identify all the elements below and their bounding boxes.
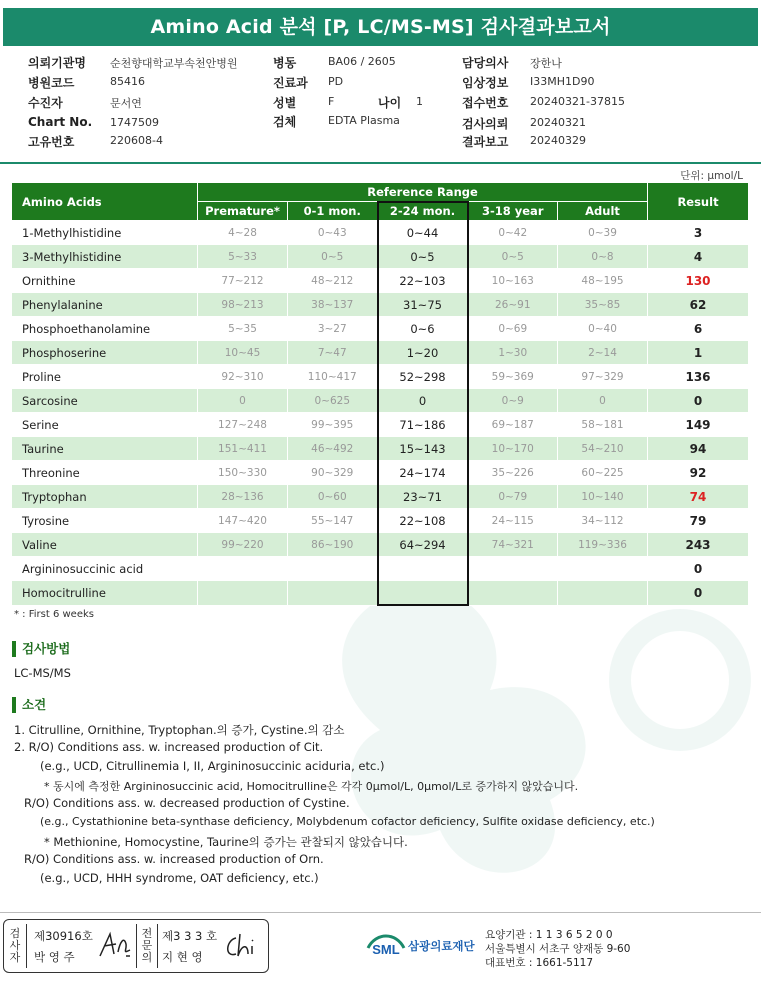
result-cell: 136: [648, 365, 749, 389]
reference-range-cell: 48~195: [558, 269, 648, 293]
method-body: LC-MS/MS: [14, 666, 71, 680]
reference-range-cell: 86~190: [288, 533, 378, 557]
reference-range-cell: 10~163: [468, 269, 558, 293]
amino-acid-name: Serine: [12, 413, 198, 437]
amino-acid-name: Tryptophan: [12, 485, 198, 509]
reference-range-cell: 74~321: [468, 533, 558, 557]
reference-range-cell: 0~625: [288, 389, 378, 413]
table-row: [12, 437, 749, 461]
reference-range-cell: 48~212: [288, 269, 378, 293]
label-department: 진료과: [273, 76, 308, 90]
result-cell: 0: [648, 389, 749, 413]
reference-range-cell: 5~33: [198, 245, 288, 269]
reference-range-cell: 0~44: [378, 221, 468, 245]
reference-range-cell: 98~213: [198, 293, 288, 317]
table-row: [12, 293, 749, 317]
reference-range-cell: 77~212: [198, 269, 288, 293]
reference-range-cell: [198, 581, 288, 606]
table-row: [12, 317, 749, 341]
reference-range-cell: 0~60: [288, 485, 378, 509]
reference-range-cell: 92~310: [198, 365, 288, 389]
amino-acid-name: 3-Methylhistidine: [12, 245, 198, 269]
info-divider: [0, 162, 761, 164]
title-bar: [0, 0, 761, 48]
report-title: Amino Acid 분석 [P, LC/MS-MS] 검사결과보고서: [150, 16, 611, 38]
result-cell: 79: [648, 509, 749, 533]
reference-range-cell: 10~170: [468, 437, 558, 461]
table-row: [12, 509, 749, 533]
result-cell: 0: [648, 581, 749, 606]
table-row: [12, 341, 749, 365]
reference-range-cell: 1~20: [378, 341, 468, 365]
label-sex: 성별: [273, 96, 297, 110]
amino-acid-table: [11, 182, 749, 606]
opinion-title: 소견: [12, 697, 46, 713]
result-cell: 92: [648, 461, 749, 485]
reference-range-cell: 7~47: [288, 341, 378, 365]
label-specimen: 검체: [273, 115, 297, 129]
reference-range-cell: 10~140: [558, 485, 648, 509]
reference-range-cell: [198, 557, 288, 581]
sml-logo: [366, 928, 475, 962]
amino-acid-name: Phosphoserine: [12, 341, 198, 365]
reference-range-cell: 24~115: [468, 509, 558, 533]
reference-range-cell: 59~369: [468, 365, 558, 389]
result-cell: 243: [648, 533, 749, 557]
method-title: 검사방법: [12, 641, 70, 657]
footer-divider: [0, 912, 761, 913]
table-footnote: * : First 6 weeks: [14, 609, 94, 620]
reference-range-cell: 4~28: [198, 221, 288, 245]
reference-range-cell: 64~294: [378, 533, 468, 557]
value-report-date: 20240329: [530, 134, 586, 147]
amino-acid-name: Sarcosine: [12, 389, 198, 413]
opinion-line: * Methionine, Homocystine, Taurine의 증가는 관찰되지 않았습니다.: [44, 835, 408, 849]
result-cell: 4: [648, 245, 749, 269]
value-age: 1: [416, 95, 423, 108]
header-amino-acids: Amino Acids: [12, 183, 198, 221]
label-patient: 수진자: [28, 96, 63, 110]
table-row: [12, 221, 749, 245]
result-cell: 0: [648, 557, 749, 581]
table-row: [12, 389, 749, 413]
signature-box: [3, 919, 269, 973]
sig-label-tester: 검 사 자: [9, 927, 21, 964]
header-3-18-year: 3-18 year: [468, 202, 558, 221]
reference-range-cell: 10~45: [198, 341, 288, 365]
reference-range-cell: [468, 581, 558, 606]
reference-range-cell: 110~417: [288, 365, 378, 389]
reference-range-cell: 0: [378, 389, 468, 413]
amino-acid-name: Homocitrulline: [12, 581, 198, 606]
label-chart-no: Chart No.: [28, 115, 93, 129]
opinion-line: R/O) Conditions ass. w. decreased production of Cystine.: [24, 796, 350, 810]
reference-range-cell: 0~40: [558, 317, 648, 341]
opinion-line: 2. R/O) Conditions ass. w. increased production of Cit.: [14, 740, 324, 754]
reference-range-cell: 99~220: [198, 533, 288, 557]
specialist-signature: [222, 930, 262, 962]
amino-acid-name: Phenylalanine: [12, 293, 198, 317]
label-request-date: 검사의뢰: [462, 117, 509, 131]
reference-range-cell: [378, 581, 468, 606]
table-row: [12, 581, 749, 606]
value-request-date: 20240321: [530, 116, 586, 129]
table-row: [12, 413, 749, 437]
org-code: 요양기관 : 1 1 3 6 5 2 0 0: [485, 929, 613, 941]
amino-acid-name: Valine: [12, 533, 198, 557]
tester-name: 박 영 주: [34, 950, 75, 964]
value-unique-no: 220608-4: [110, 134, 163, 147]
value-chart-no: 1747509: [110, 116, 159, 129]
amino-acid-name: 1-Methylhistidine: [12, 221, 198, 245]
sml-logo-mark: [366, 928, 406, 958]
label-clinical-info: 임상정보: [462, 76, 509, 90]
result-cell: 74: [648, 485, 749, 509]
value-doctor: 장한나: [530, 57, 562, 70]
label-hospital-code: 병원코드: [28, 76, 75, 90]
specialist-name: 지 현 영: [162, 950, 203, 964]
tester-signature: [96, 930, 134, 962]
reference-range-cell: 23~71: [378, 485, 468, 509]
reference-range-cell: 31~75: [378, 293, 468, 317]
opinion-line: 1. Citrulline, Ornithine, Tryptophan.의 증가, Cystine.의 감소: [14, 723, 345, 737]
header-result: Result: [648, 183, 749, 221]
reference-range-cell: [378, 557, 468, 581]
reference-range-cell: 0~42: [468, 221, 558, 245]
result-cell: 3: [648, 221, 749, 245]
table-row: [12, 365, 749, 389]
opinion-line: (e.g., UCD, HHH syndrome, OAT deficiency, etc.): [40, 871, 319, 885]
reference-range-cell: 58~181: [558, 413, 648, 437]
reference-range-cell: 99~395: [288, 413, 378, 437]
reference-range-cell: 0~5: [378, 245, 468, 269]
header-0-1-mon: 0-1 mon.: [288, 202, 378, 221]
value-clinical-info: I33MH1D90: [530, 75, 595, 88]
table-row: [12, 485, 749, 509]
reference-range-cell: 90~329: [288, 461, 378, 485]
reference-range-cell: 0~5: [288, 245, 378, 269]
table-row: [12, 533, 749, 557]
amino-acid-name: Tyrosine: [12, 509, 198, 533]
svg-text:SML: SML: [372, 942, 400, 957]
reference-range-cell: [558, 557, 648, 581]
table-row: [12, 245, 749, 269]
header-2-24-mon: 2-24 mon.: [378, 202, 468, 221]
amino-acid-name: Proline: [12, 365, 198, 389]
reference-range-cell: 119~336: [558, 533, 648, 557]
reference-range-cell: 2~14: [558, 341, 648, 365]
label-doctor: 담당의사: [462, 56, 509, 70]
amino-acid-name: Taurine: [12, 437, 198, 461]
value-hospital-code: 85416: [110, 75, 145, 88]
label-age: 나이: [378, 96, 402, 110]
reference-range-cell: 0: [198, 389, 288, 413]
reference-range-cell: 151~411: [198, 437, 288, 461]
sig-label-specialist: 전 문 의: [141, 927, 153, 964]
amino-acid-name: Threonine: [12, 461, 198, 485]
tester-license: 제30916호: [34, 929, 93, 943]
result-cell: 149: [648, 413, 749, 437]
unit-label: 단위: μmol/L: [680, 170, 743, 182]
reference-range-cell: 150~330: [198, 461, 288, 485]
table-row: [12, 557, 749, 581]
table-row: [12, 461, 749, 485]
reference-range-cell: [288, 581, 378, 606]
org-phone: 대표번호 : 1661-5117: [485, 957, 594, 969]
result-cell: 130: [648, 269, 749, 293]
value-specimen: EDTA Plasma: [328, 114, 400, 127]
reference-range-cell: 35~226: [468, 461, 558, 485]
reference-range-cell: 69~187: [468, 413, 558, 437]
header-adult: Adult: [558, 202, 648, 221]
reference-range-cell: 0~43: [288, 221, 378, 245]
reference-range-cell: 55~147: [288, 509, 378, 533]
opinion-line: (e.g., Cystathionine beta-synthase deficiency, Molybdenum cofactor deficiency, Sulfite oxidase deficiency, etc.): [40, 815, 655, 828]
value-patient: 문서연: [110, 97, 142, 110]
reference-range-cell: 0~5: [468, 245, 558, 269]
amino-acid-name: Ornithine: [12, 269, 198, 293]
reference-range-cell: 34~112: [558, 509, 648, 533]
reference-range-cell: 24~174: [378, 461, 468, 485]
org-info: [485, 928, 630, 970]
reference-range-cell: 127~248: [198, 413, 288, 437]
opinion-line: R/O) Conditions ass. w. increased production of Orn.: [24, 852, 324, 866]
label-ward: 병동: [273, 56, 297, 70]
org-name: 삼광의료재단: [408, 939, 475, 953]
value-institution: 순천향대학교부속천안병원: [110, 57, 238, 70]
header-premature: Premature*: [198, 202, 288, 221]
amino-acid-name: Phosphoethanolamine: [12, 317, 198, 341]
reference-range-cell: 3~27: [288, 317, 378, 341]
label-receipt-no: 접수번호: [462, 96, 509, 110]
reference-range-cell: 26~91: [468, 293, 558, 317]
org-address: 서울특별시 서초구 양재동 9-60: [485, 943, 631, 955]
reference-range-cell: 22~108: [378, 509, 468, 533]
reference-range-cell: [288, 557, 378, 581]
reference-range-cell: 0: [558, 389, 648, 413]
label-unique-no: 고유번호: [28, 135, 75, 149]
reference-range-cell: 60~225: [558, 461, 648, 485]
reference-range-cell: 15~143: [378, 437, 468, 461]
value-ward: BA06 / 2605: [328, 55, 396, 68]
result-cell: 1: [648, 341, 749, 365]
reference-range-cell: 0~8: [558, 245, 648, 269]
reference-range-cell: 0~39: [558, 221, 648, 245]
reference-range-cell: 1~30: [468, 341, 558, 365]
label-report-date: 결과보고: [462, 135, 509, 149]
result-cell: 94: [648, 437, 749, 461]
reference-range-cell: 54~210: [558, 437, 648, 461]
value-department: PD: [328, 75, 344, 88]
reference-range-cell: 147~420: [198, 509, 288, 533]
table-row: [12, 269, 749, 293]
specialist-license: 제3 3 3 호: [162, 929, 218, 943]
reference-range-cell: 46~492: [288, 437, 378, 461]
reference-range-cell: [468, 557, 558, 581]
reference-range-cell: 5~35: [198, 317, 288, 341]
result-cell: 6: [648, 317, 749, 341]
reference-range-cell: 0~9: [468, 389, 558, 413]
reference-range-cell: [558, 581, 648, 606]
reference-range-cell: 52~298: [378, 365, 468, 389]
reference-range-cell: 0~79: [468, 485, 558, 509]
value-sex: F: [328, 95, 335, 108]
reference-range-cell: 35~85: [558, 293, 648, 317]
label-institution: 의뢰기관명: [28, 56, 86, 70]
reference-range-cell: 28~136: [198, 485, 288, 509]
reference-range-cell: 0~6: [378, 317, 468, 341]
amino-acid-name: Argininosuccinic acid: [12, 557, 198, 581]
reference-range-cell: 71~186: [378, 413, 468, 437]
reference-range-cell: 0~69: [468, 317, 558, 341]
value-receipt-no: 20240321-37815: [530, 95, 625, 108]
background-watermark: [320, 560, 760, 920]
reference-range-cell: 38~137: [288, 293, 378, 317]
header-reference-range: Reference Range: [198, 183, 648, 202]
opinion-line: (e.g., UCD, Citrullinemia I, II, Argininosuccinic aciduria, etc.): [40, 759, 385, 773]
result-cell: 62: [648, 293, 749, 317]
opinion-line: * 동시에 측정한 Argininosuccinic acid, Homocitrulline은 각각 0μmol/L, 0μmol/L로 증가하지 않았습니다.: [44, 780, 579, 793]
reference-range-cell: 97~329: [558, 365, 648, 389]
reference-range-cell: 22~103: [378, 269, 468, 293]
